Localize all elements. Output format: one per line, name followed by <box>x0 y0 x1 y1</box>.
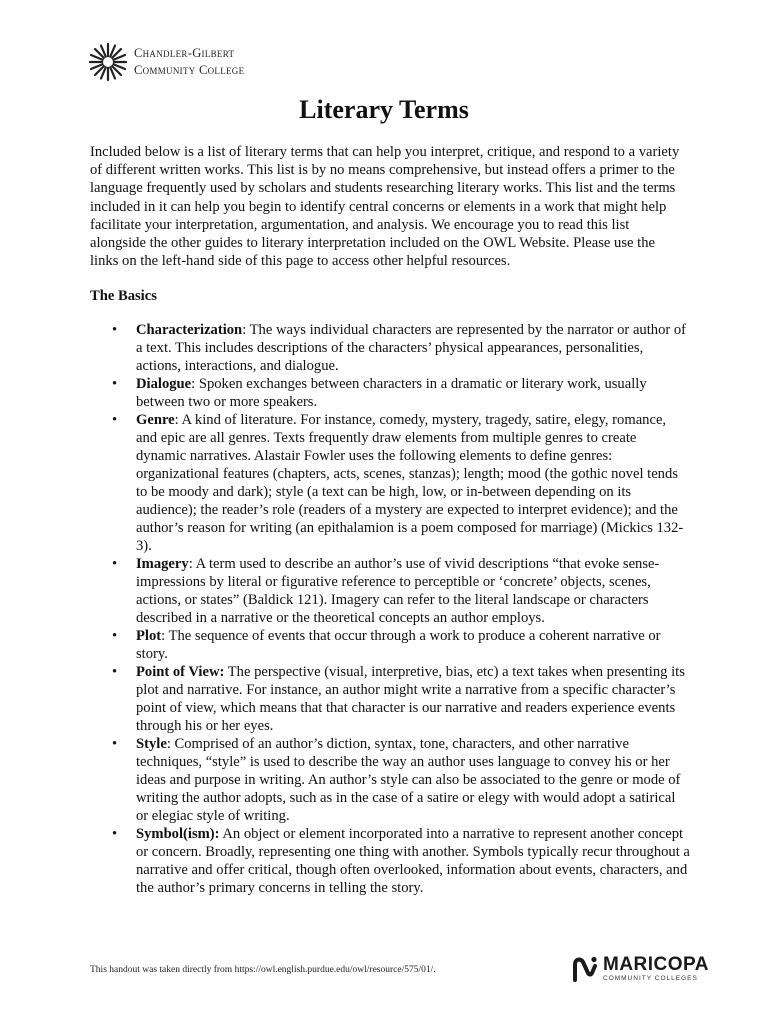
section-heading: The Basics <box>90 288 157 304</box>
term-definition: : Spoken exchanges between characters in a dramatic or literary work, usually between two or more speakers. <box>136 376 647 410</box>
college-logo <box>88 42 244 82</box>
bullet-icon: • <box>112 412 118 428</box>
term-definition: : Comprised of an author’s diction, syntax, tone, characters, and other narrative techniques, “style” is used to describe the way an author uses language to convey his or her ideas and purpose in writing. An author’s style can also be associated to the genre or mode of writing the author adopts, such as in the case of a satire or elegy with would adopt a satirical or elegiac style of writing. <box>136 736 681 824</box>
intro-paragraph: Included below is a list of literary terms that can help you interpret, critique, and respond to a variety of different written works. This list is by no means comprehensive, but instead offers a primer to the language frequently used by scholars and students researching literary works. This list and the terms included in it can help you begin to identify central concerns or elements in a work that might help facilitate your interpretation, argumentation, and analysis. We encourage you to read this list alongside the other guides to literary interpretation included on the OWL Website. Please use the links on the left-hand side of this page to access other helpful resources. <box>90 144 680 270</box>
term-definition: : The ways individual characters are represented by the narrator or author of a text. This includes descriptions of the characters’ physical appearances, personalities, actions, interactions, and dialogue. <box>136 322 687 374</box>
bullet-icon: • <box>112 736 118 752</box>
college-name-line1: Chandler-Gilbert <box>134 46 235 60</box>
terms-list <box>90 321 690 897</box>
maricopa-mark-icon <box>572 955 598 983</box>
term-name: Imagery <box>136 556 189 572</box>
term-definition: : A kind of literature. For instance, comedy, mystery, tragedy, satire, elegy, romance, and epic are all genres. Texts frequently draw elements from multiple genres to create dynamic narratives. Alastair Fowler uses the following elements to define genres: organizational features (chapters, acts, scenes, stanzas); length; mood (the gothic novel tends to be moody and dark); style (a text can be high, low, or in-between depending on its audience); the reader’s role (readers of a mystery are expected to interpret evidence); and the author’s reason for writing (an epithalamion is a poem composed for marriage) (Mickics 132-3). <box>136 412 684 554</box>
bullet-icon: • <box>112 664 118 680</box>
term-definition: The perspective (visual, interpretive, bias, etc) a text takes when presenting its plot and narrative. For instance, an author might write a narrative from a specific character’s point of view, which means that that character is our narrative and readers experience events through his or her eyes. <box>136 664 685 734</box>
term-plot <box>90 627 690 663</box>
term-style <box>90 735 690 825</box>
bullet-icon: • <box>112 322 118 338</box>
college-name <box>134 45 244 79</box>
term-genre <box>90 411 690 555</box>
bullet-icon: • <box>112 628 118 644</box>
starburst-logo-icon <box>88 42 128 82</box>
maricopa-brand-name: MARICOPA <box>603 954 710 975</box>
term-name: Genre <box>136 412 175 428</box>
term-characterization <box>90 321 690 375</box>
term-name: Point of View: <box>136 664 225 680</box>
term-imagery <box>90 555 690 627</box>
term-symbolism <box>90 825 690 897</box>
maricopa-brand-sub: COMMUNITY COLLEGES <box>603 975 698 982</box>
college-name-line2: Community College <box>134 63 245 77</box>
term-definition: : The sequence of events that occur through a work to produce a coherent narrative or story. <box>136 628 661 662</box>
bullet-icon: • <box>112 826 118 842</box>
term-name: Plot <box>136 628 162 644</box>
term-name: Symbol(ism): <box>136 826 220 842</box>
bullet-icon: • <box>112 376 118 392</box>
term-point-of-view <box>90 663 690 735</box>
term-name: Characterization <box>136 322 243 338</box>
term-dialogue <box>90 375 690 411</box>
footer-source-note: This handout was taken directly from https://owl.english.purdue.edu/owl/resource/575/01/. <box>90 965 436 975</box>
bullet-icon: • <box>112 556 118 572</box>
maricopa-logo <box>572 955 709 983</box>
term-name: Dialogue <box>136 376 192 392</box>
term-name: Style <box>136 736 167 752</box>
term-definition: An object or element incorporated into a narrative to represent another concept or concern. Broadly, representing one thing with another. Symbols typically recur throughout a narrative and offer critical, though often overlooked, information about events, characters, and the author’s primary concerns in telling the story. <box>136 826 690 896</box>
term-definition: : A term used to describe an author’s use of vivid descriptions “that evoke sense-impressions by literal or figurative reference to perceptible or ‘concrete’ objects, scenes, actions, or states” (Baldick 121). Imagery can refer to the literal landscape or characters described in a narrative or the theoretical concepts an author employs. <box>136 556 660 626</box>
page-title: Literary Terms <box>299 95 469 124</box>
